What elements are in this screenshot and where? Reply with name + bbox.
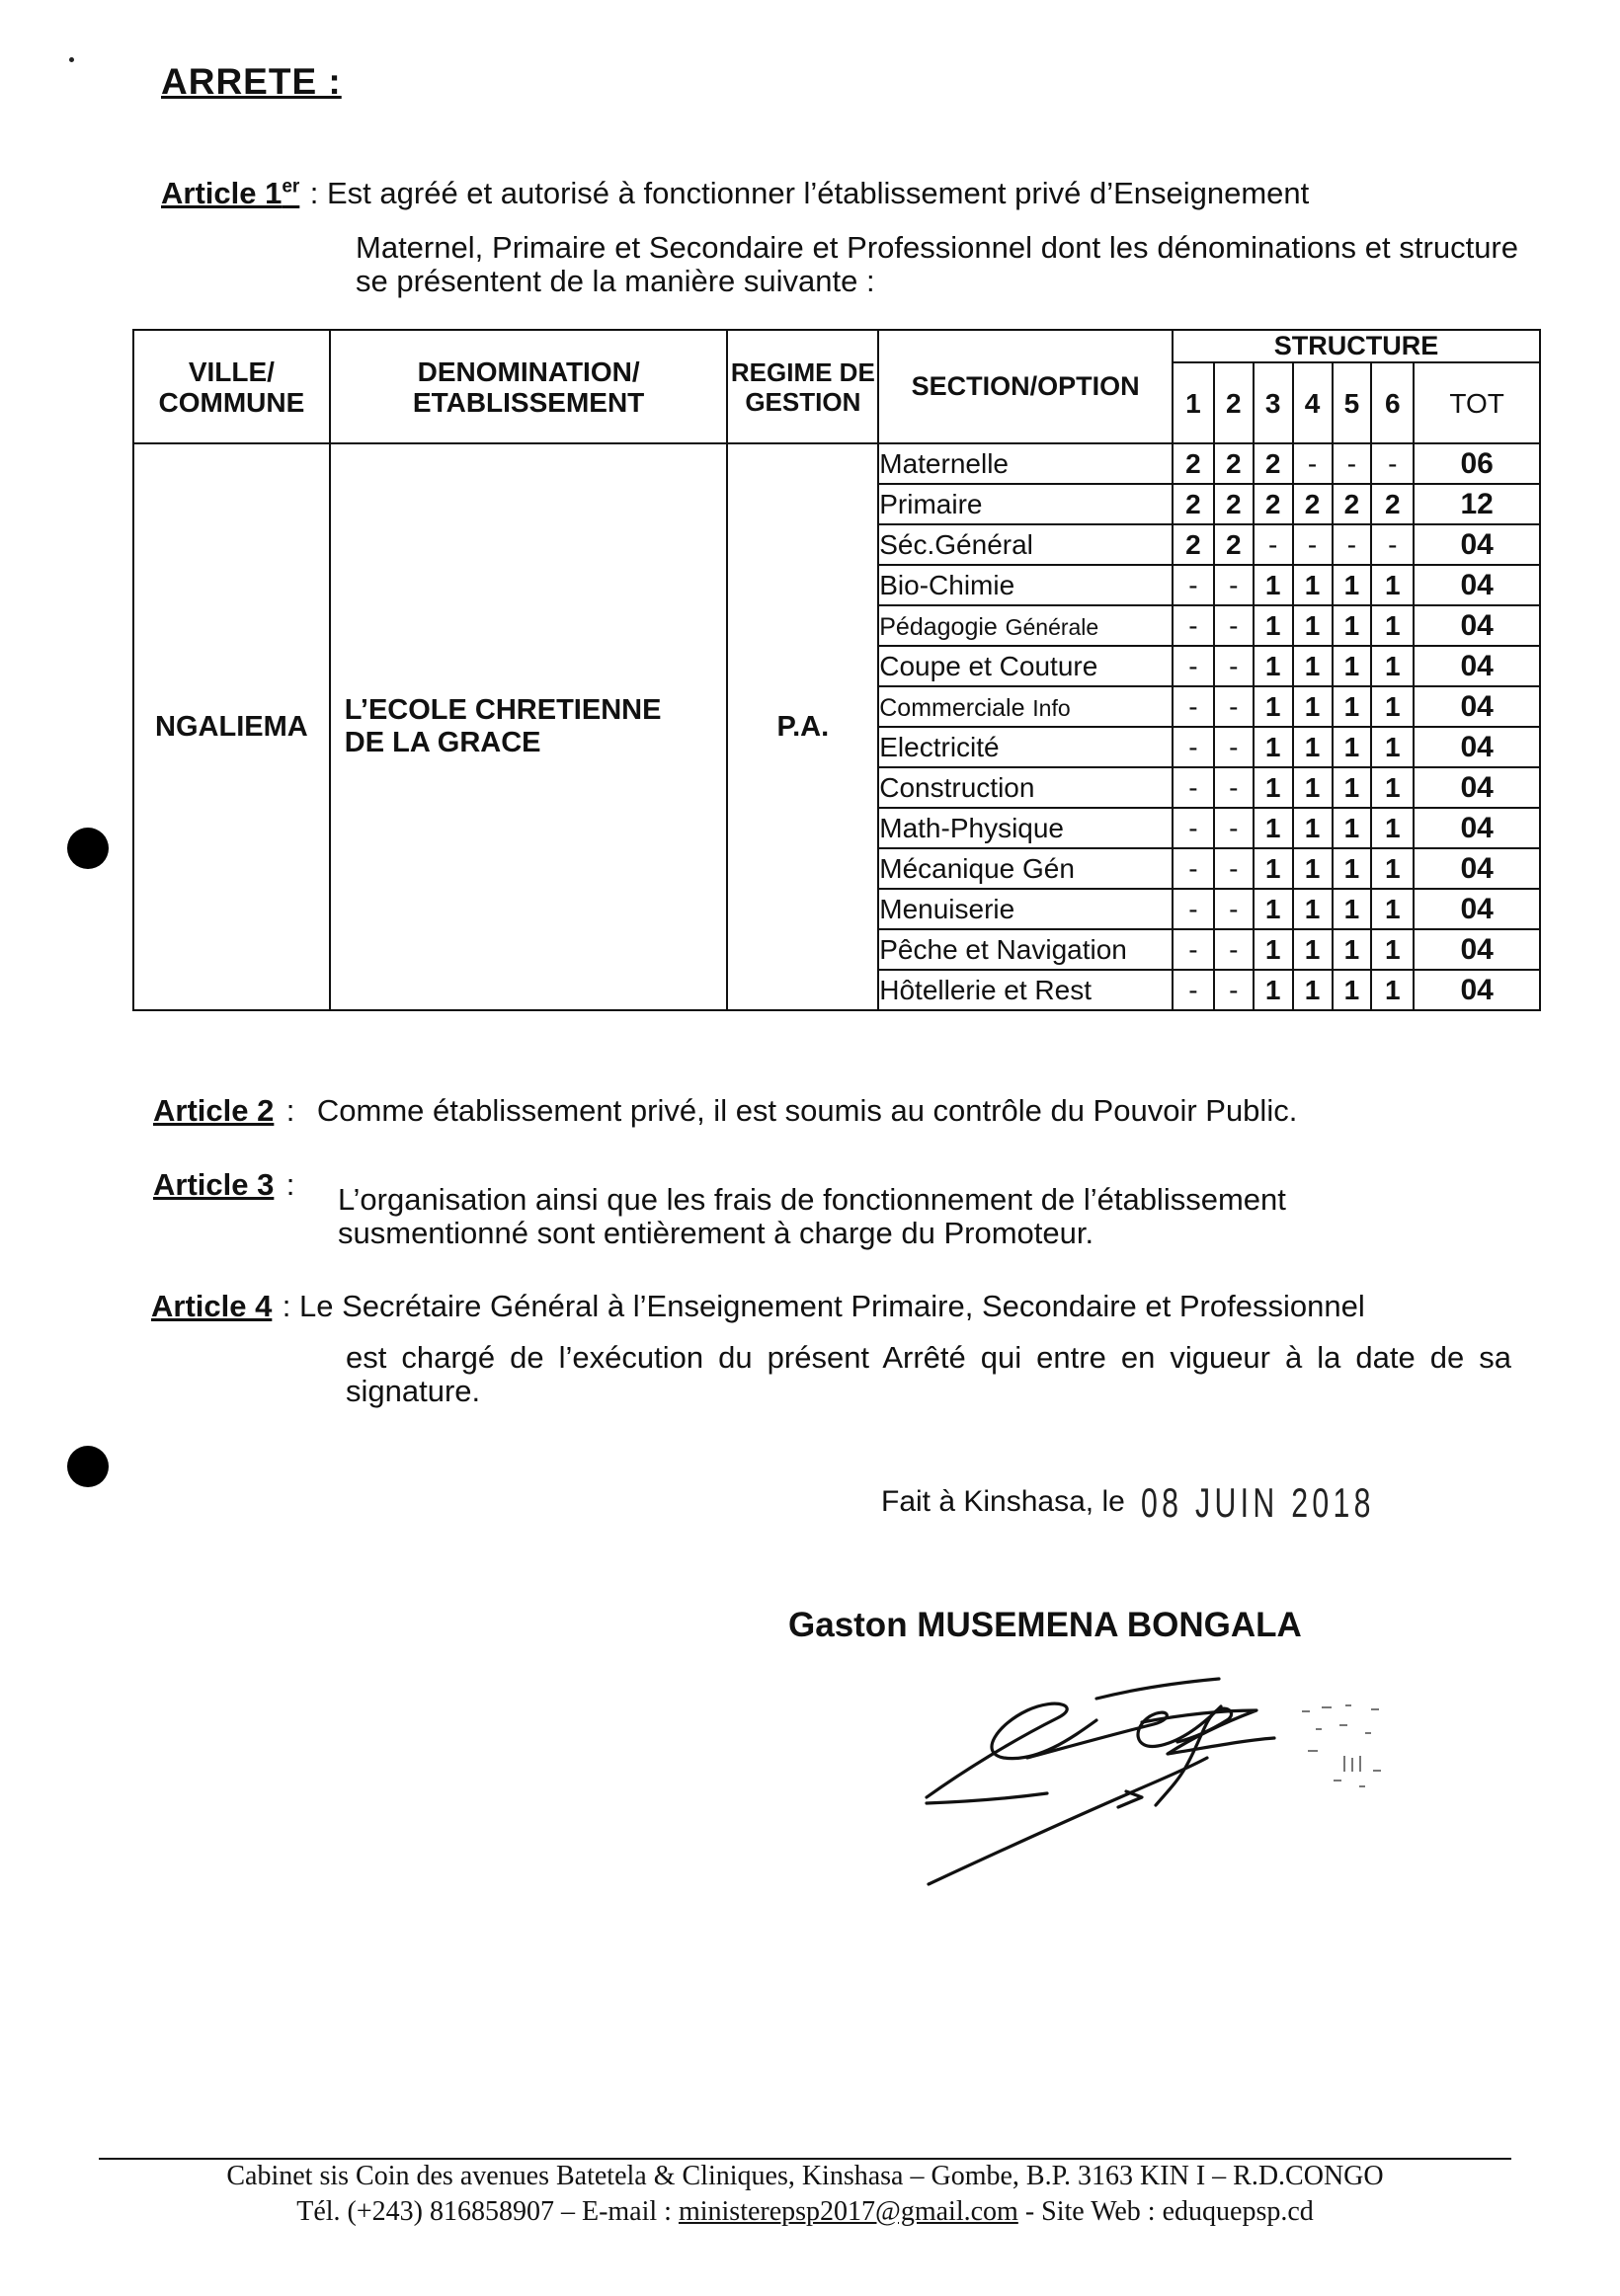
structure-count: 1 bbox=[1293, 686, 1333, 727]
section-option bbox=[878, 727, 1173, 767]
punch-hole bbox=[67, 1446, 109, 1487]
structure-count: - bbox=[1371, 443, 1414, 484]
article-2-sep: : bbox=[285, 1093, 295, 1128]
structure-count: 1 bbox=[1333, 889, 1372, 929]
table-row bbox=[133, 443, 1540, 484]
structure-count: - bbox=[1333, 443, 1372, 484]
header-ville: VILLE/ COMMUNE bbox=[133, 330, 330, 443]
structure-count: 2 bbox=[1173, 484, 1214, 524]
structure-count: 2 bbox=[1173, 443, 1214, 484]
structure-count: 1 bbox=[1293, 848, 1333, 889]
structure-count: 1 bbox=[1333, 848, 1372, 889]
place-date bbox=[881, 1479, 1466, 1527]
structure-count: 1 bbox=[1254, 808, 1293, 848]
article-2-text: Comme établissement privé, il est soumis au contrôle du Pouvoir Public. bbox=[316, 1093, 1298, 1128]
structure-count: 2 bbox=[1254, 484, 1293, 524]
structure-total: 04 bbox=[1414, 970, 1540, 1010]
structure-total: 04 bbox=[1414, 808, 1540, 848]
section-label-suffix: Info bbox=[1032, 694, 1071, 721]
structure-count: 1 bbox=[1371, 565, 1414, 605]
section-label: Hôtellerie et Rest bbox=[879, 974, 1093, 1005]
structure-count: 1 bbox=[1254, 565, 1293, 605]
article-2 bbox=[153, 1093, 1536, 1129]
header-col-5: 5 bbox=[1333, 362, 1372, 443]
structure-count: 2 bbox=[1371, 484, 1414, 524]
article-3-text: L’organisation ainsi que les frais de fonctionnement de l’établissement susmentionné sont entièrement à charge du Promoteur. bbox=[338, 1182, 1286, 1250]
structure-total: 04 bbox=[1414, 929, 1540, 970]
section-option bbox=[878, 443, 1173, 484]
section-option bbox=[878, 646, 1173, 686]
structure-count: - bbox=[1173, 929, 1214, 970]
header-col-4: 4 bbox=[1293, 362, 1333, 443]
signatory-name: Gaston MUSEMENA BONGALA bbox=[788, 1606, 1302, 1644]
article-4-line1: : Le Secrétaire Général à l’Enseignement Primaire, Secondaire et Professionnel bbox=[282, 1289, 1365, 1323]
structure-count: 1 bbox=[1254, 970, 1293, 1010]
section-option bbox=[878, 889, 1173, 929]
section-option bbox=[878, 767, 1173, 808]
structure-total: 04 bbox=[1414, 565, 1540, 605]
structure-count: - bbox=[1173, 727, 1214, 767]
ville-cell: NGALIEMA bbox=[133, 443, 330, 1010]
place-label: Fait à Kinshasa, le bbox=[881, 1485, 1125, 1518]
structure-count: 1 bbox=[1333, 970, 1372, 1010]
structure-count: 1 bbox=[1333, 646, 1372, 686]
article-1-line1: : Est agréé et autorisé à fonctionner l’établissement privé d’Enseignement bbox=[309, 176, 1310, 210]
structure-count: 2 bbox=[1214, 524, 1254, 565]
header-col-2: 2 bbox=[1214, 362, 1254, 443]
structure-count: - bbox=[1214, 848, 1254, 889]
structure-count: - bbox=[1173, 970, 1214, 1010]
structure-count: 1 bbox=[1254, 889, 1293, 929]
structure-count: 1 bbox=[1254, 727, 1293, 767]
section-label: Math-Physique bbox=[879, 812, 1065, 843]
structure-count: - bbox=[1173, 767, 1214, 808]
section-label: Mécanique Gén bbox=[879, 852, 1075, 884]
header-section: SECTION/OPTION bbox=[878, 330, 1173, 443]
punch-hole bbox=[67, 828, 109, 869]
structure-count: - bbox=[1173, 686, 1214, 727]
scan-speck bbox=[69, 57, 74, 62]
article-1-text: Maternel, Primaire et Secondaire et Professionnel dont les dénominations et structure se présentent de la manière suivante : bbox=[356, 230, 1518, 298]
section-label: Electricité bbox=[879, 731, 1000, 762]
section-label: Pédagogie bbox=[879, 612, 998, 641]
section-label: Coupe et Couture bbox=[879, 650, 1098, 681]
section-option bbox=[878, 565, 1173, 605]
structure-count: 1 bbox=[1254, 686, 1293, 727]
structure-count: 1 bbox=[1333, 565, 1372, 605]
structure-count: 1 bbox=[1293, 727, 1333, 767]
structure-count: 2 bbox=[1214, 443, 1254, 484]
structure-count: 1 bbox=[1371, 646, 1414, 686]
structure-count: 1 bbox=[1254, 929, 1293, 970]
structure-count: 1 bbox=[1371, 929, 1414, 970]
section-label: Maternelle bbox=[879, 447, 1009, 479]
section-option bbox=[878, 605, 1173, 646]
structure-total: 06 bbox=[1414, 443, 1540, 484]
structure-count: 2 bbox=[1333, 484, 1372, 524]
structure-count: - bbox=[1371, 524, 1414, 565]
structure-total: 04 bbox=[1414, 767, 1540, 808]
structure-count: 2 bbox=[1173, 524, 1214, 565]
denomination-cell: L’ECOLE CHRETIENNE DE LA GRACE bbox=[330, 443, 728, 1010]
structure-count: - bbox=[1173, 605, 1214, 646]
structure-count: - bbox=[1214, 929, 1254, 970]
footer-email-link[interactable]: ministerepsp2017@gmail.com bbox=[678, 2196, 1018, 2227]
article-4-text: est chargé de l’exécution du présent Arrêté qui entre en vigueur à la date de sa signature. bbox=[346, 1340, 1511, 1408]
structure-count: 1 bbox=[1293, 929, 1333, 970]
article-1 bbox=[161, 176, 1544, 211]
structure-count: 1 bbox=[1333, 767, 1372, 808]
structure-count: 1 bbox=[1333, 686, 1372, 727]
structure-count: 1 bbox=[1371, 970, 1414, 1010]
structure-count: - bbox=[1214, 605, 1254, 646]
section-label: Bio-Chimie bbox=[879, 569, 1015, 600]
handwritten-signature bbox=[909, 1659, 1442, 1896]
header-col-3: 3 bbox=[1254, 362, 1293, 443]
structure-count: - bbox=[1214, 727, 1254, 767]
article-4-label: Article 4 bbox=[151, 1289, 273, 1323]
structure-count: 1 bbox=[1254, 605, 1293, 646]
structure-count: 1 bbox=[1293, 767, 1333, 808]
page-heading: ARRETE : bbox=[161, 61, 342, 102]
structure-count: 1 bbox=[1333, 727, 1372, 767]
structure-total: 04 bbox=[1414, 646, 1540, 686]
structure-total: 04 bbox=[1414, 889, 1540, 929]
header-col-6: 6 bbox=[1371, 362, 1414, 443]
structure-count: - bbox=[1173, 646, 1214, 686]
structure-count: 2 bbox=[1293, 484, 1333, 524]
article-1-label: Article 1er bbox=[161, 176, 300, 210]
footer-rule bbox=[99, 2158, 1511, 2160]
structure-count: 1 bbox=[1371, 808, 1414, 848]
structure-count: 1 bbox=[1371, 605, 1414, 646]
structure-count: - bbox=[1173, 808, 1214, 848]
section-option bbox=[878, 484, 1173, 524]
section-option bbox=[878, 686, 1173, 727]
section-option bbox=[878, 524, 1173, 565]
footer-contact bbox=[99, 2196, 1511, 2228]
structure-count: - bbox=[1173, 889, 1214, 929]
section-label: Construction bbox=[879, 771, 1035, 803]
structure-total: 04 bbox=[1414, 686, 1540, 727]
structure-count: 1 bbox=[1293, 889, 1333, 929]
structure-total: 04 bbox=[1414, 605, 1540, 646]
article-2-label: Article 2 bbox=[153, 1093, 275, 1128]
header-tot: TOT bbox=[1414, 362, 1540, 443]
structure-total: 04 bbox=[1414, 727, 1540, 767]
structure-count: 1 bbox=[1293, 565, 1333, 605]
structure-count: 1 bbox=[1254, 848, 1293, 889]
header-col-1: 1 bbox=[1173, 362, 1214, 443]
structure-count: 1 bbox=[1371, 727, 1414, 767]
structure-count: 1 bbox=[1293, 808, 1333, 848]
structure-count: - bbox=[1254, 524, 1293, 565]
structure-count: - bbox=[1214, 646, 1254, 686]
article-1-sup: er bbox=[282, 176, 300, 198]
article-3-label: Article 3 bbox=[153, 1167, 275, 1202]
structure-total: 12 bbox=[1414, 484, 1540, 524]
structure-count: 1 bbox=[1293, 970, 1333, 1010]
structure-count: 1 bbox=[1371, 848, 1414, 889]
structure-count: 1 bbox=[1333, 808, 1372, 848]
structure-count: 2 bbox=[1254, 443, 1293, 484]
structure-count: 1 bbox=[1371, 686, 1414, 727]
footer-phone: Tél. (+243) 816858907 – E-mail : bbox=[296, 2196, 672, 2227]
structure-count: - bbox=[1293, 524, 1333, 565]
structure-count: - bbox=[1173, 848, 1214, 889]
section-label-suffix: Générale bbox=[1005, 613, 1099, 640]
header-denomination: DENOMINATION/ ETABLISSEMENT bbox=[330, 330, 728, 443]
structure-count: - bbox=[1293, 443, 1333, 484]
structure-count: 1 bbox=[1371, 889, 1414, 929]
article-3-sep: : bbox=[285, 1167, 295, 1202]
header-structure: STRUCTURE bbox=[1173, 330, 1540, 362]
article-4 bbox=[151, 1289, 1534, 1324]
section-label: Pêche et Navigation bbox=[879, 933, 1127, 965]
section-option bbox=[878, 848, 1173, 889]
structure-count: - bbox=[1214, 767, 1254, 808]
structure-count: 1 bbox=[1254, 767, 1293, 808]
footer-website: - Site Web : eduquepsp.cd bbox=[1024, 2196, 1314, 2227]
section-option bbox=[878, 808, 1173, 848]
footer-address: Cabinet sis Coin des avenues Batetela & Cliniques, Kinshasa – Gombe, B.P. 3163 KIN I – R.D.CONGO bbox=[226, 2161, 1384, 2191]
section-label: Primaire bbox=[879, 488, 983, 519]
structure-count: 1 bbox=[1293, 605, 1333, 646]
section-label: Menuiserie bbox=[879, 893, 1015, 924]
structure-table bbox=[132, 329, 1541, 1011]
structure-count: - bbox=[1214, 686, 1254, 727]
section-label: Séc.Général bbox=[879, 528, 1033, 560]
structure-total: 04 bbox=[1414, 848, 1540, 889]
section-option bbox=[878, 929, 1173, 970]
structure-count: 1 bbox=[1254, 646, 1293, 686]
header-regime: REGIME DE GESTION bbox=[727, 330, 878, 443]
section-label: Commerciale bbox=[879, 693, 1025, 722]
structure-count: 1 bbox=[1371, 767, 1414, 808]
structure-count: 1 bbox=[1293, 646, 1333, 686]
structure-count: - bbox=[1214, 565, 1254, 605]
regime-cell: P.A. bbox=[727, 443, 878, 1010]
structure-count: - bbox=[1214, 889, 1254, 929]
structure-count: 2 bbox=[1214, 484, 1254, 524]
structure-count: - bbox=[1333, 524, 1372, 565]
section-option bbox=[878, 970, 1173, 1010]
structure-count: - bbox=[1214, 808, 1254, 848]
structure-count: 1 bbox=[1333, 929, 1372, 970]
structure-count: - bbox=[1173, 565, 1214, 605]
structure-total: 04 bbox=[1414, 524, 1540, 565]
structure-count: - bbox=[1214, 970, 1254, 1010]
structure-count: 1 bbox=[1333, 605, 1372, 646]
date-stamp: 08 JUIN 2018 bbox=[1141, 1479, 1375, 1526]
